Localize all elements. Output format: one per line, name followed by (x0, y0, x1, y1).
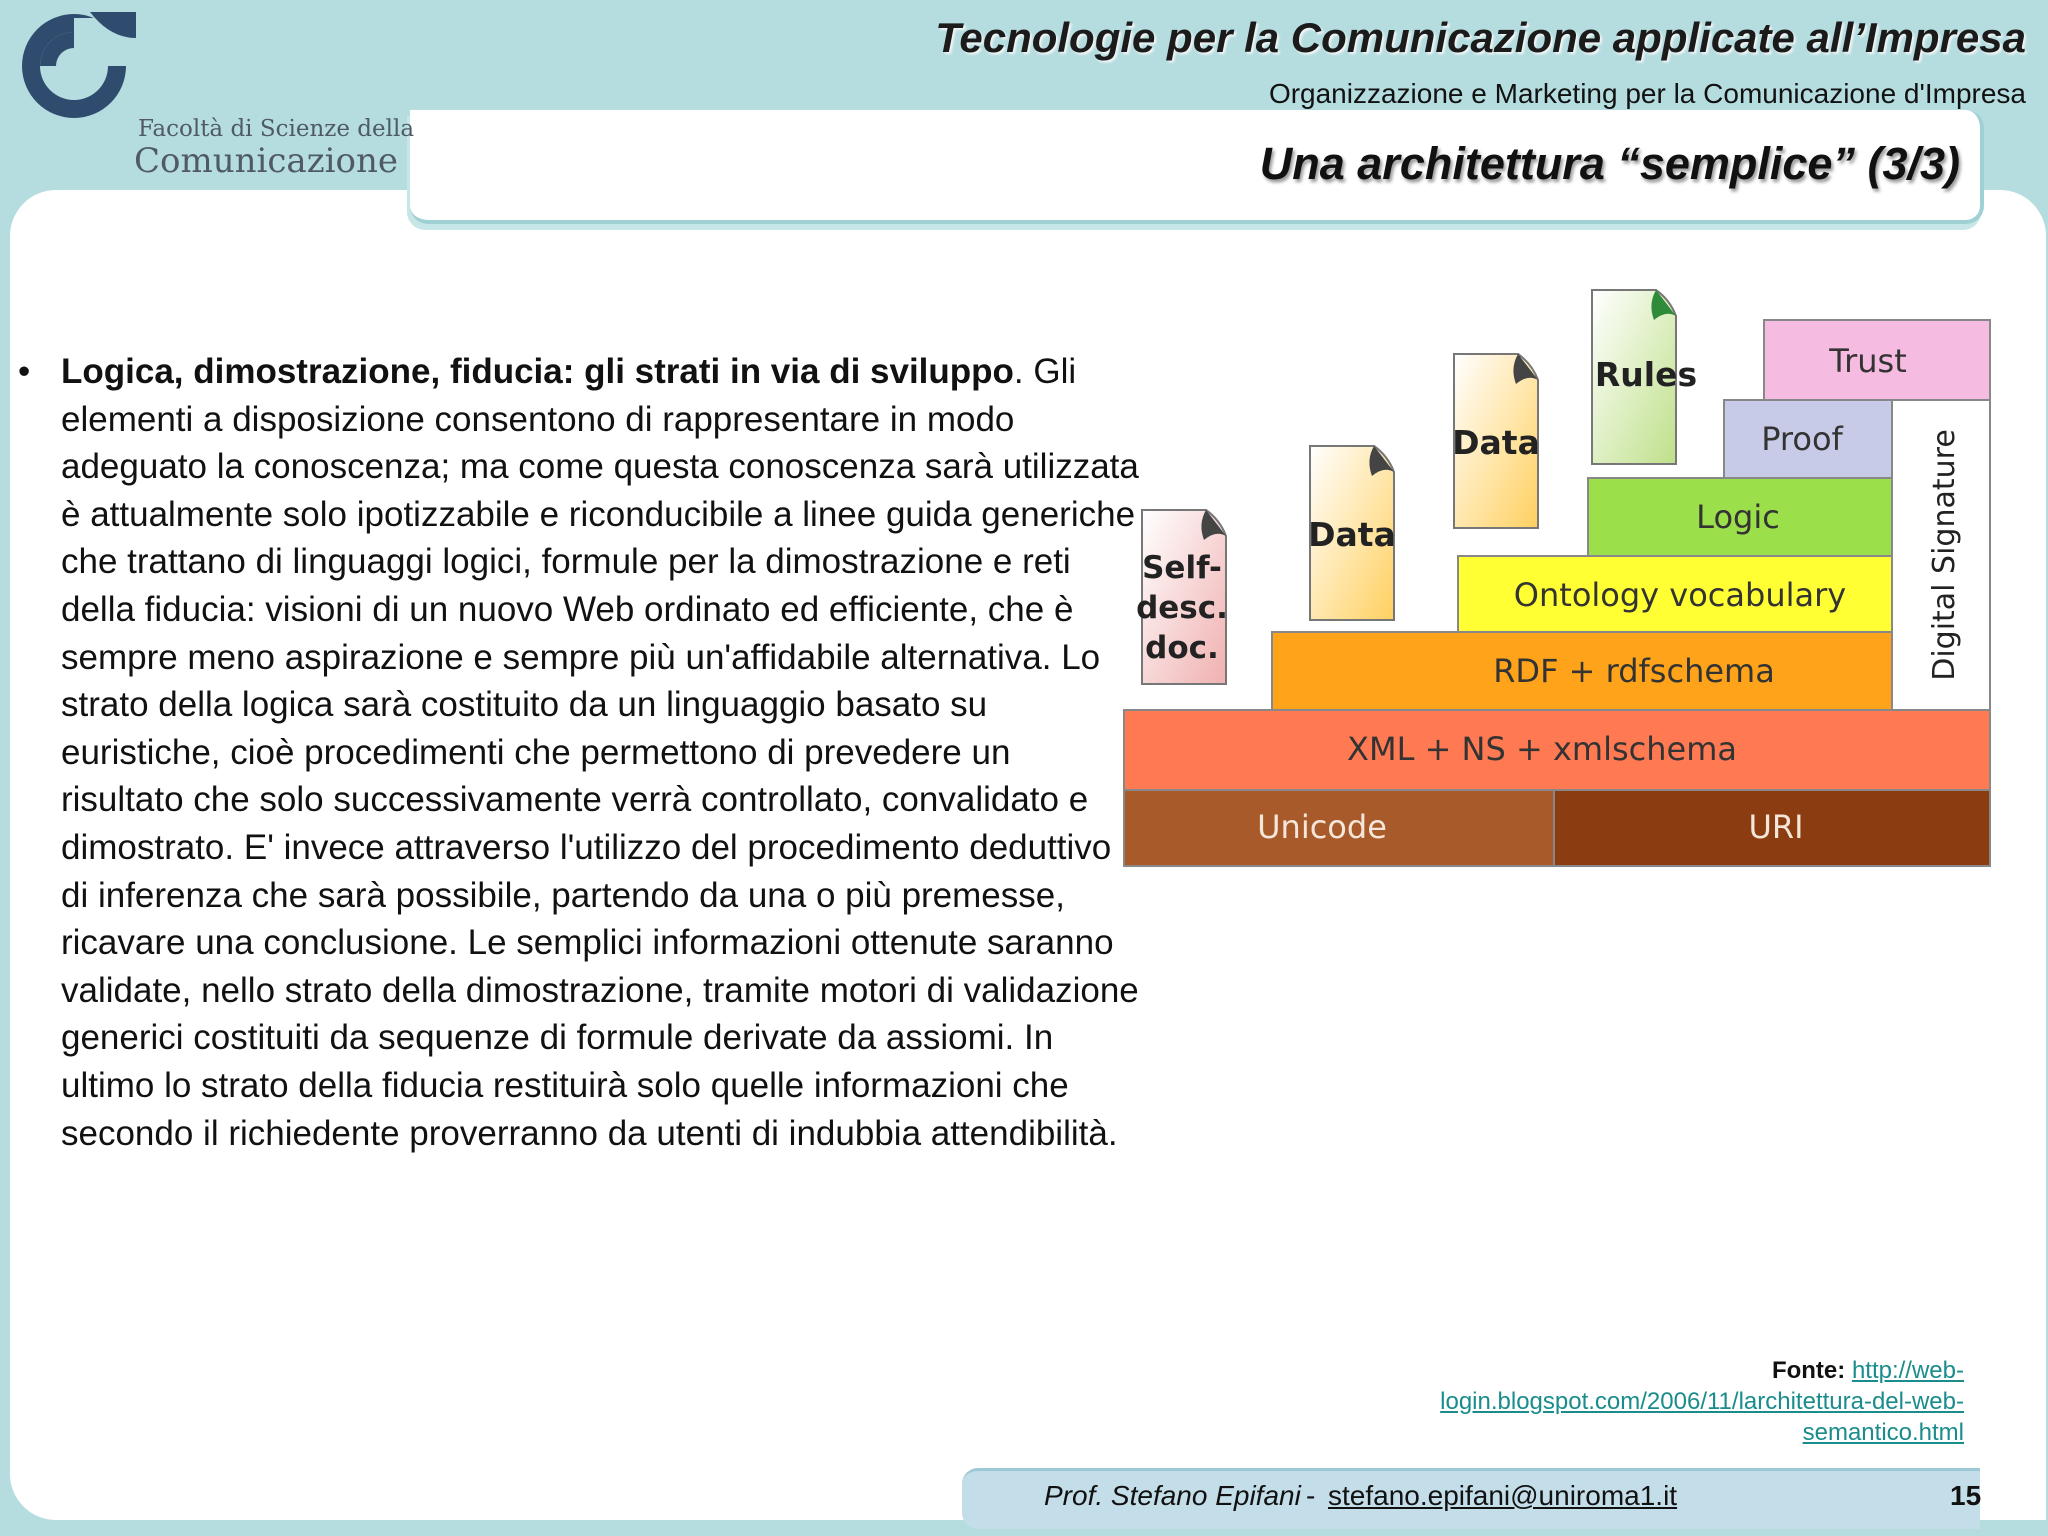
layer-ontology (1458, 556, 1892, 632)
doc-rules-label: Rules (1594, 355, 1698, 394)
course-title: Tecnologie per la Comunicazione applicate all’Impresa (935, 14, 2026, 61)
source-label: Fonte: (1771, 1357, 1846, 1384)
footer-email-link[interactable]: stefano.epifani@uniroma1.it (1328, 1480, 1678, 1511)
layer-xml-label: XML + NS + xmlschema (1347, 730, 1737, 768)
body-paragraph (61, 348, 1141, 1157)
layer-ontology-label: Ontology vocabulary (1513, 576, 1847, 614)
footer-author: Prof. Stefano Epifani (1044, 1480, 1301, 1511)
layer-uri (1554, 790, 1990, 866)
doc-data-label: Data (1308, 515, 1396, 554)
doc-selfdesc-line3: doc. (1145, 630, 1219, 666)
layer-signature (1892, 400, 1990, 710)
course-subtitle: Organizzazione e Marketing per la Comunicazione d'Impresa (1268, 78, 2026, 109)
layer-proof (1724, 400, 1892, 478)
layer-signature-label: Digital Signature (1927, 429, 1962, 681)
document-data-1 (1308, 446, 1396, 620)
layer-uri-label: URI (1748, 808, 1804, 846)
doc-selfdesc-line2: desc. (1136, 590, 1228, 626)
body-bold-lead: Logica, dimostrazione, fiducia: gli strati in via di sviluppo (61, 352, 1014, 391)
layer-trust-label: Trust (1829, 342, 1907, 380)
page-number: 15 (1950, 1480, 1982, 1511)
semantic-web-stack-diagram (1120, 284, 2000, 874)
source-citation (1364, 1355, 1964, 1448)
faculty-logo-icon (10, 8, 140, 118)
layer-rdf (1272, 632, 1892, 710)
bullet-icon: • (18, 352, 31, 391)
source-link[interactable]: http://web-login.blogspot.com/2006/11/larchitettura-del-web-semantico.html (1440, 1357, 1964, 1446)
layer-proof-label: Proof (1761, 420, 1843, 458)
layer-logic-label: Logic (1696, 498, 1780, 536)
layer-unicode-label: Unicode (1257, 808, 1387, 846)
document-selfdesc (1136, 510, 1228, 684)
slide-title: Una architettura “semplice” (3/3) (1259, 138, 1960, 189)
doc-data-label: Data (1452, 423, 1540, 462)
document-rules (1592, 290, 1697, 464)
layer-rdf-label: RDF + rdfschema (1493, 652, 1775, 690)
footer-separator: - (1306, 1480, 1316, 1511)
layer-xml (1124, 710, 1990, 790)
body-text: . Gli elementi a disposizione consentono di rappresentare in modo adeguato la conoscenza; ma come questa conoscenza sarà utilizzata è attualmente solo ipotizzabile e riconducibile a linee guida generiche che trattano di linguaggi logici, formule per la dimostrazione e reti della fiducia: visioni di un nuovo Web ordinato ed efficiente, che è sempre meno aspirazione e sempre più un'affidabile alternativa. Lo strato della logica sarà costituito da un linguaggio basato su euristiche, cioè procedimenti che permettono di prevedere un risultato che solo successivamente verrà controllato, convalidato e dimostrato. E' invece attraverso l'utilizzo del procedimento deduttivo di inferenza che sarà possibile, partendo da una o più premesse, ricavare una conclusione. Le semplici informazioni ottenute saranno validate, nello strato della dimostrazione, tramite motori di validazione generici costituiti da sequenze di formule derivate da assiomi. In ultimo lo strato della fiducia restituirà solo quelle informazioni che secondo il richiedente proverranno da utenti di indubbia attendibilità. (61, 352, 1139, 1153)
layer-logic (1588, 478, 1892, 556)
layer-trust (1764, 320, 1990, 400)
faculty-name-line1: Facoltà di Scienze della (138, 116, 415, 142)
document-data-2 (1452, 354, 1540, 528)
layer-unicode (1124, 790, 1558, 866)
faculty-name-line2: Comunicazione (134, 141, 398, 181)
doc-selfdesc-line1: Self- (1142, 550, 1222, 586)
